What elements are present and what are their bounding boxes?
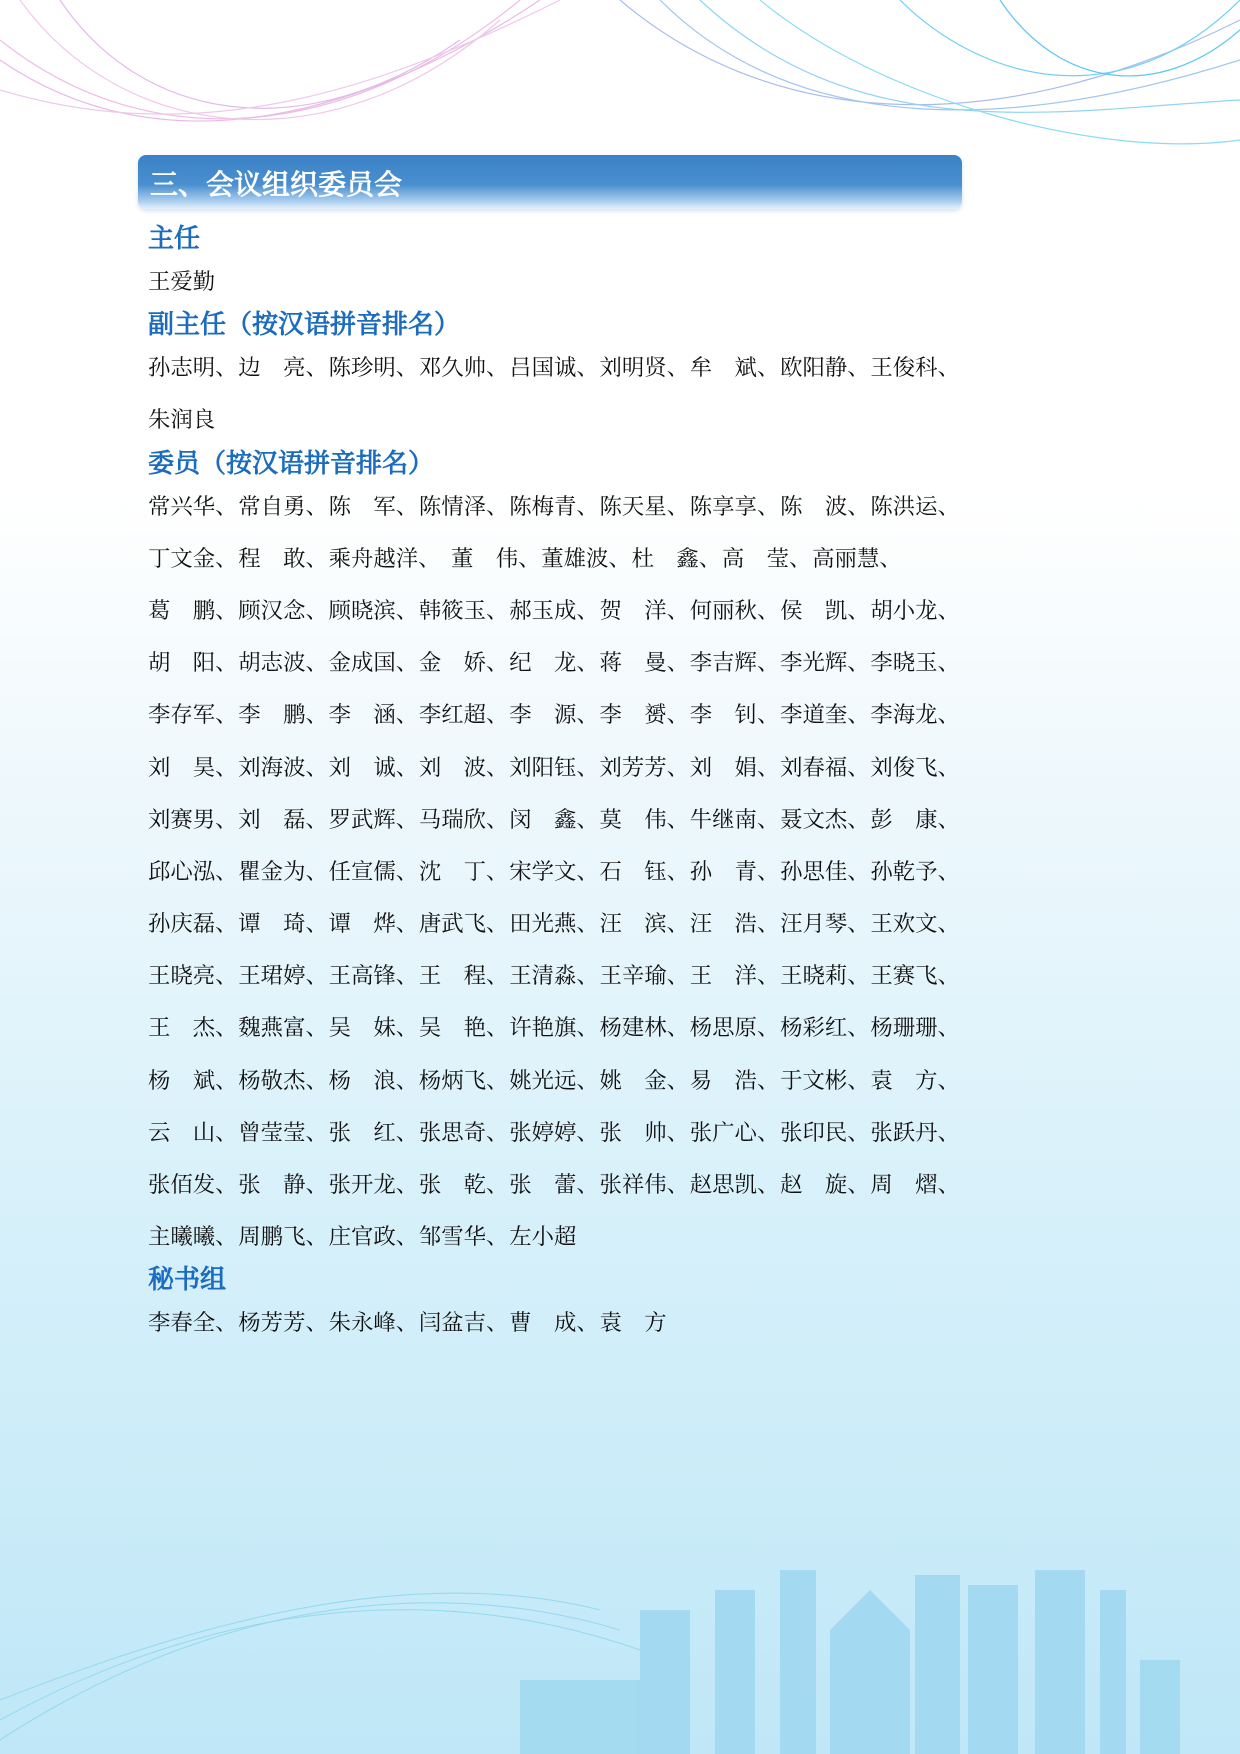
person-name: 李 钊、 (689, 702, 780, 729)
person-name: 张思奇、 (418, 1119, 509, 1146)
person-name: 闫盆吉、 (418, 1310, 509, 1337)
person-name: 顾晓滨、 (328, 597, 419, 624)
person-name: 孙 青、 (689, 858, 780, 885)
person-name: 张广心、 (689, 1119, 780, 1146)
committee-content (148, 222, 968, 1350)
person-name: 杨炳飞、 (418, 1067, 509, 1094)
person-name: 胡志波、 (238, 650, 328, 677)
person-name: 王辛瑜、 (599, 963, 690, 990)
person-name: 陈享享、 (689, 493, 780, 520)
person-name: 金成国、 (328, 650, 419, 677)
person-name: 张佰发、 (148, 1172, 238, 1198)
person-name: 王高锋、 (328, 963, 419, 990)
person-name: 王珺婷、 (238, 963, 328, 990)
person-name: 沈 丁、 (418, 858, 509, 885)
person-name: 王欢文、 (870, 911, 960, 938)
director-names (148, 256, 968, 308)
person-name: 周鹏飞、 (238, 1224, 328, 1251)
person-name: 左小超 (509, 1224, 577, 1251)
person-name: 刘俊飞、 (870, 754, 960, 781)
person-name: 刘赛男、 (148, 806, 238, 833)
person-name: 董 伟、 (450, 545, 541, 572)
person-name: 王 程、 (418, 963, 509, 990)
person-name: 李红超、 (418, 702, 509, 729)
person-name: 张婷婷、 (509, 1119, 599, 1146)
person-name: 李道奎、 (780, 702, 870, 729)
person-name: 聂文杰、 (780, 806, 870, 833)
person-name: 金 娇、 (418, 650, 509, 677)
person-name: 常兴华、 (148, 493, 238, 520)
person-name: 马瑞欣、 (418, 806, 509, 833)
person-name: 张印民、 (780, 1119, 870, 1146)
person-name: 刘明贤、 (599, 355, 690, 382)
person-name: 周 熠、 (870, 1172, 960, 1198)
person-name: 刘 波、 (418, 754, 509, 781)
person-name: 王晓亮、 (148, 963, 238, 990)
person-name: 唐武飞、 (418, 911, 509, 938)
person-name: 刘春福、 (780, 754, 870, 781)
person-name: 任宣儒、 (328, 858, 419, 885)
person-name: 杨思原、 (689, 1015, 780, 1042)
person-name: 朱永峰、 (328, 1310, 419, 1337)
person-name: 王 洋、 (689, 963, 780, 990)
person-name: 郝玉成、 (509, 597, 599, 624)
person-name: 易 浩、 (689, 1067, 780, 1094)
person-name: 陈洪运、 (870, 493, 960, 520)
person-name: 宋学文、 (509, 858, 599, 885)
person-name: 刘海波、 (238, 754, 328, 781)
person-name: 高丽慧、 (812, 545, 902, 572)
person-name: 吕国诚、 (509, 355, 599, 382)
person-name: 孙志明、 (148, 355, 238, 382)
person-name: 庄官政、 (328, 1224, 419, 1251)
person-name: 许艳旗、 (509, 1015, 599, 1042)
person-name: 于文彬、 (780, 1067, 870, 1094)
person-name: 谭 烨、 (328, 911, 419, 938)
person-name: 常自勇、 (238, 493, 328, 520)
person-name: 莫 伟、 (599, 806, 690, 833)
person-name: 王清淼、 (509, 963, 599, 990)
person-name: 田光燕、 (509, 911, 599, 938)
person-name: 杨芳芳、 (238, 1310, 328, 1337)
section-title-banner (138, 155, 962, 209)
person-name: 邹雪华、 (418, 1224, 509, 1251)
secretariat-names (148, 1297, 968, 1349)
director-heading: 主任 (148, 224, 201, 254)
person-name: 魏燕富、 (238, 1015, 328, 1042)
person-name: 朱润良 (148, 407, 216, 434)
person-name: 陈情泽、 (418, 493, 509, 520)
person-name: 彭 康、 (870, 806, 960, 833)
person-name: 王 杰、 (148, 1015, 238, 1042)
person-name: 陈 波、 (780, 493, 870, 520)
person-name: 李晓玉、 (870, 650, 960, 677)
person-name: 胡小龙、 (870, 597, 960, 624)
person-name: 张跃丹、 (870, 1119, 960, 1146)
person-name: 瞿金为、 (238, 858, 328, 885)
person-name: 王爱勤 (148, 269, 216, 295)
person-name: 王晓莉、 (780, 963, 870, 990)
person-name: 杨 浪、 (328, 1067, 419, 1094)
person-name: 张 乾、 (418, 1172, 509, 1198)
person-name: 蒋 曼、 (599, 650, 690, 677)
person-name: 云 山、 (148, 1119, 238, 1146)
person-name: 杨珊珊、 (870, 1015, 960, 1042)
city-skyline-decoration (0, 1570, 1240, 1754)
person-name: 邓久帅、 (418, 355, 509, 382)
person-name: 闵 鑫、 (509, 806, 599, 833)
person-name: 欧阳静、 (780, 355, 870, 382)
top-wave-decoration (0, 0, 1240, 170)
person-name: 侯 凯、 (780, 597, 870, 624)
person-name: 李吉辉、 (689, 650, 780, 677)
person-name: 袁 方 (599, 1310, 667, 1337)
person-name: 刘 磊、 (238, 806, 328, 833)
person-name: 罗武辉、 (328, 806, 419, 833)
person-name: 赵 旋、 (780, 1172, 870, 1198)
person-name: 乘舟越洋、 (328, 545, 441, 572)
person-name: 刘芳芳、 (599, 754, 690, 781)
person-name: 顾汉念、 (238, 597, 328, 624)
person-name: 杨建林、 (599, 1015, 690, 1042)
person-name: 汪 浩、 (689, 911, 780, 938)
person-name: 张开龙、 (328, 1172, 419, 1198)
person-name: 吴 妹、 (328, 1015, 419, 1042)
secretariat-heading: 秘书组 (148, 1265, 227, 1296)
person-name: 刘 昊、 (148, 754, 238, 781)
person-name: 杜 鑫、 (631, 545, 722, 572)
person-name: 陈珍明、 (328, 355, 419, 382)
person-name: 李 鹏、 (238, 702, 328, 729)
person-name: 孙庆磊、 (148, 911, 238, 938)
person-name: 李春全、 (148, 1310, 238, 1337)
person-name: 程 敢、 (238, 545, 328, 572)
person-name: 王俊科、 (870, 355, 960, 382)
person-name: 李光辉、 (780, 650, 870, 677)
person-name: 刘 诚、 (328, 754, 419, 781)
person-name: 曾莹莹、 (238, 1119, 328, 1146)
person-name: 张祥伟、 (599, 1172, 690, 1198)
person-name: 袁 方、 (870, 1067, 960, 1094)
person-name: 孙乾予、 (870, 858, 960, 885)
person-name: 王赛飞、 (870, 963, 960, 990)
person-name: 刘阳钰、 (509, 754, 599, 781)
person-name: 谭 琦、 (238, 911, 328, 938)
section-title: 三、会议组织委员会 (150, 168, 403, 201)
vice-directors-names (148, 342, 968, 446)
person-name: 边 亮、 (238, 355, 328, 382)
person-name: 孙思佳、 (780, 858, 870, 885)
person-name: 陈梅青、 (509, 493, 599, 520)
person-name: 李 涵、 (328, 702, 419, 729)
person-name: 张 蕾、 (509, 1172, 599, 1198)
person-name: 杨 斌、 (148, 1067, 238, 1094)
person-name: 李海龙、 (870, 702, 960, 729)
person-name: 陈 军、 (328, 493, 419, 520)
person-name: 陈天星、 (599, 493, 690, 520)
person-name: 何丽秋、 (689, 597, 780, 624)
person-name: 韩筱玉、 (418, 597, 509, 624)
person-name: 胡 阳、 (148, 650, 238, 677)
person-name: 张 帅、 (599, 1119, 690, 1146)
person-name: 牛继南、 (689, 806, 780, 833)
members-names (148, 481, 968, 1264)
person-name: 杨彩红、 (780, 1015, 870, 1042)
person-name: 姚 金、 (599, 1067, 690, 1094)
person-name: 邱心泓、 (148, 858, 238, 885)
person-name: 牟 斌、 (689, 355, 780, 382)
person-name: 贺 洋、 (599, 597, 690, 624)
person-name: 李 赟、 (599, 702, 690, 729)
person-name: 葛 鹏、 (148, 597, 238, 624)
person-name: 张 红、 (328, 1119, 419, 1146)
person-name: 汪月琴、 (780, 911, 870, 938)
person-name: 曹 成、 (509, 1310, 599, 1337)
person-name: 张 静、 (238, 1172, 328, 1198)
vice-directors-heading: 副主任（按汉语拼音排名） (148, 310, 461, 341)
person-name: 吴 艳、 (418, 1015, 509, 1042)
person-name: 姚光远、 (509, 1067, 599, 1094)
person-name: 高 莹、 (721, 545, 812, 572)
person-name: 石 钰、 (599, 858, 690, 885)
person-name: 李 源、 (509, 702, 599, 729)
person-name: 董雄波、 (541, 545, 631, 572)
person-name: 赵思凯、 (689, 1172, 780, 1198)
person-name: 纪 龙、 (509, 650, 599, 677)
person-name: 刘 娟、 (689, 754, 780, 781)
person-name: 杨敬杰、 (238, 1067, 328, 1094)
person-name: 李存军、 (148, 702, 238, 729)
person-name: 丁文金、 (148, 545, 238, 572)
person-name: 主曦曦、 (148, 1224, 238, 1251)
person-name: 汪 滨、 (599, 911, 690, 938)
members-heading: 委员（按汉语拼音排名） (148, 448, 435, 479)
